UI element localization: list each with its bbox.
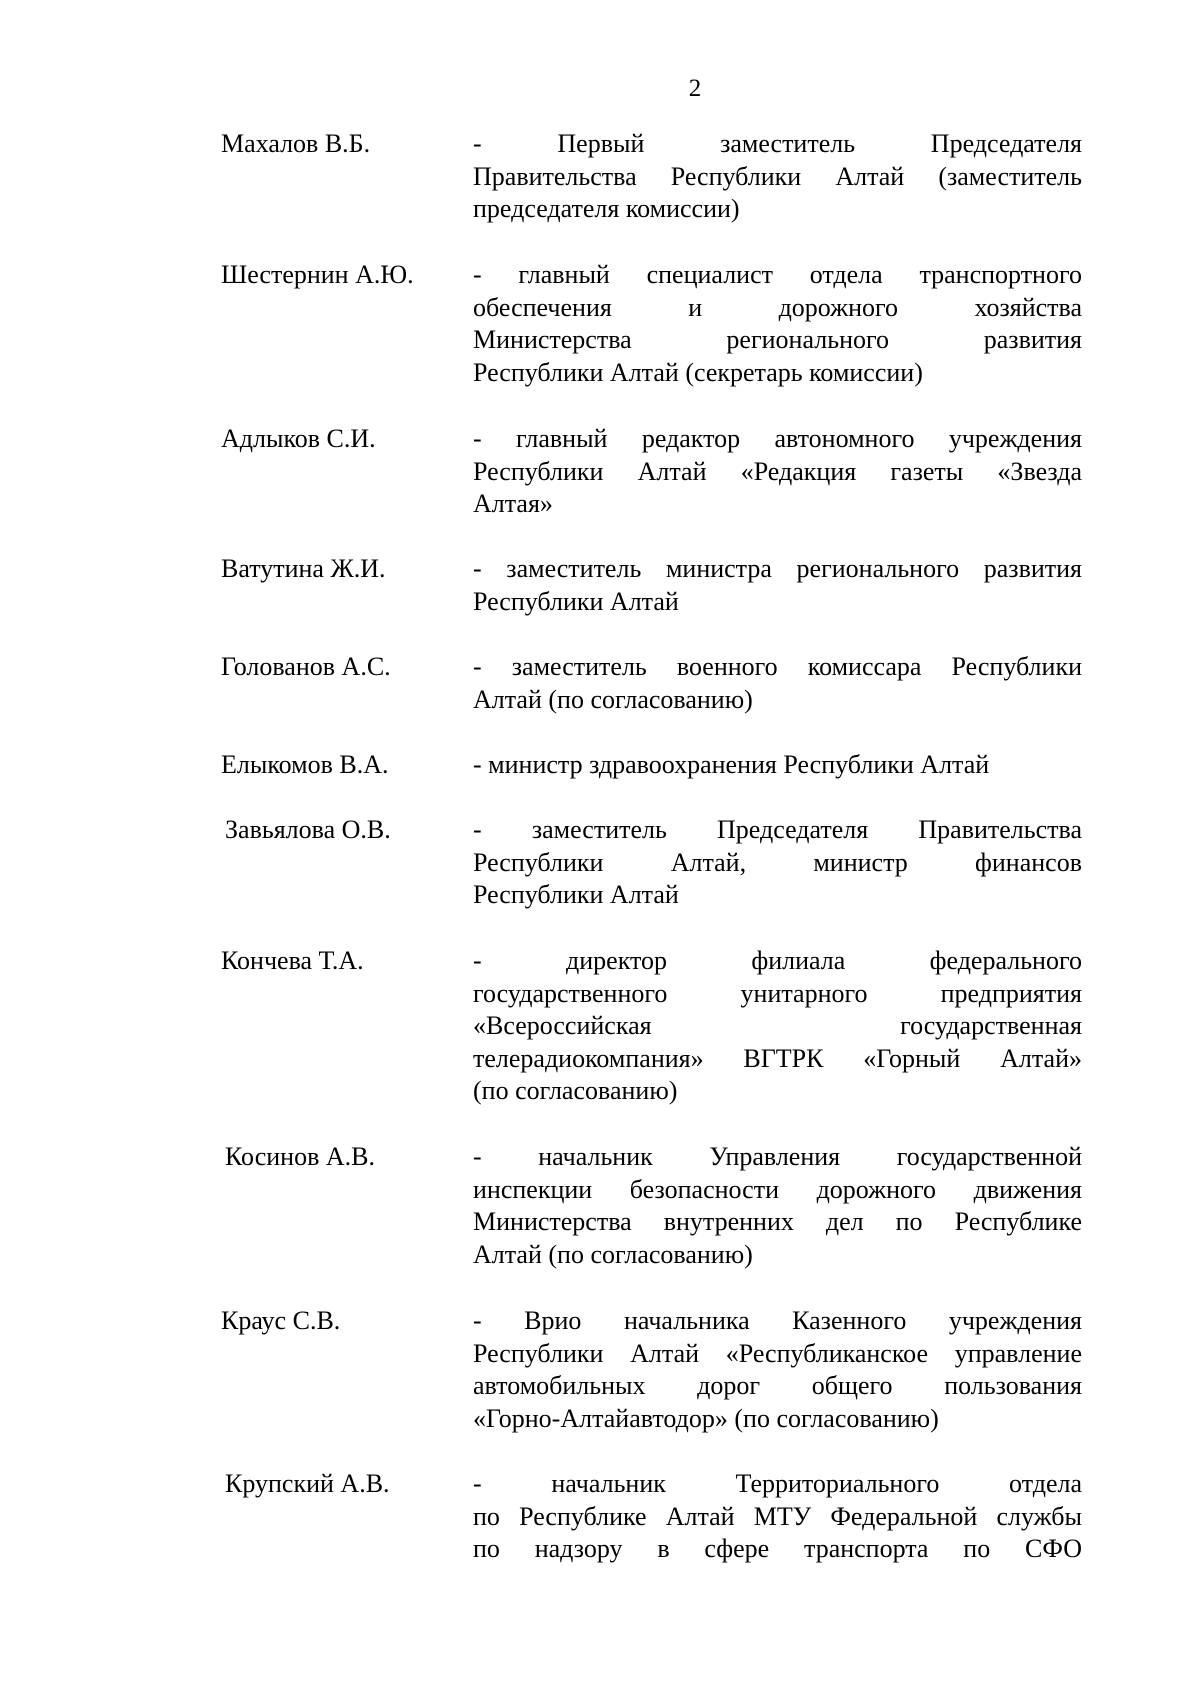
member-role (473, 259, 1082, 389)
member-role-line: - заместитель министра регионального развития (473, 554, 1082, 583)
member-role-line: Правительства Республики Алтай (заместитель (473, 161, 1082, 191)
member-role (473, 651, 1082, 716)
member-role-line: Республики Алтай, министр финансов (473, 847, 1082, 877)
member-role-line: Республики Алтай (473, 880, 679, 909)
member-name: Шестернин А.Ю. (221, 260, 414, 289)
member-name: Ватутина Ж.И. (221, 554, 386, 583)
member-role-line: - начальник Управления государственной (473, 1142, 1082, 1171)
member-role-line: «Горно-Алтайавтодор» (по согласованию) (473, 1403, 939, 1433)
member-role-line: инспекции безопасности дорожного движения (473, 1174, 1082, 1204)
member-role-line: - заместитель Председателя Правительства (473, 815, 1082, 844)
member-role-line: Республики Алтай «Редакция газеты «Звезда (473, 456, 1082, 486)
member-role-line: государственного унитарного предприятия (473, 978, 1082, 1008)
member-role-line: телерадиокомпания» ВГТРК «Горный Алтай» (473, 1043, 1082, 1073)
member-role-line: Республики Алтай (секретарь комиссии) (473, 357, 923, 387)
member-role-line: обеспечения и дорожного хозяйства (473, 292, 1082, 322)
member-role (473, 814, 1082, 912)
member-role (473, 128, 1082, 226)
member-role-line: Алтай (по согласованию) (473, 1239, 753, 1269)
member-role-line: «Всероссийская государственная (473, 1011, 1082, 1040)
member-role-line: - главный специалист отдела транспортного (473, 260, 1082, 289)
member-role-line: - директор филиала федерального (473, 946, 1082, 975)
member-role (473, 1305, 1082, 1435)
member-role (473, 749, 1082, 782)
member-role (473, 423, 1082, 521)
member-role-line: - главный редактор автономного учреждения (473, 424, 1082, 453)
member-role (473, 945, 1082, 1108)
member-name: Кончева Т.А. (221, 946, 364, 975)
member-role-line: Республики Алтай «Республиканское управление (473, 1338, 1082, 1368)
page-number: 2 (688, 75, 702, 102)
member-role-line: - заместитель военного комиссара Республики (473, 652, 1082, 681)
member-name: Крупский А.В. (225, 1469, 390, 1498)
member-name: Елыкомов В.А. (221, 750, 389, 779)
member-role-line: Министерства регионального развития (473, 325, 1082, 354)
member-role (473, 1141, 1082, 1271)
member-name: Адлыков С.И. (221, 424, 376, 453)
member-role (473, 553, 1082, 618)
member-role-line: по надзору в сфере транспорта по СФО (473, 1534, 1082, 1563)
member-role-line: - Врио начальника Казенного учреждения (473, 1306, 1082, 1335)
member-role-line: - начальник Территориального отдела (473, 1469, 1082, 1498)
member-name: Косинов А.В. (225, 1142, 375, 1171)
member-role-line: по Республике Алтай МТУ Федеральной службы (473, 1501, 1082, 1531)
member-role-line: Алтай (по согласованию) (473, 684, 753, 714)
member-role-line: Алтая» (473, 489, 553, 518)
member-role-line: - министр здравоохранения Республики Алтай (473, 750, 990, 779)
member-name: Завьялова О.В. (225, 815, 391, 844)
member-name: Краус С.В. (221, 1306, 341, 1335)
member-name: Голованов А.С. (221, 652, 391, 681)
member-role-line: Республики Алтай (473, 586, 679, 616)
member-role-line: - Первый заместитель Председателя (473, 129, 1082, 158)
member-role-line: Министерства внутренних дел по Республике (473, 1207, 1082, 1236)
member-role (473, 1468, 1082, 1566)
member-role-line: председателя комиссии) (473, 194, 740, 223)
member-name: Махалов В.Б. (221, 129, 371, 158)
member-role-line: (по согласованию) (473, 1076, 678, 1105)
member-role-line: автомобильных дорог общего пользования (473, 1371, 1082, 1400)
